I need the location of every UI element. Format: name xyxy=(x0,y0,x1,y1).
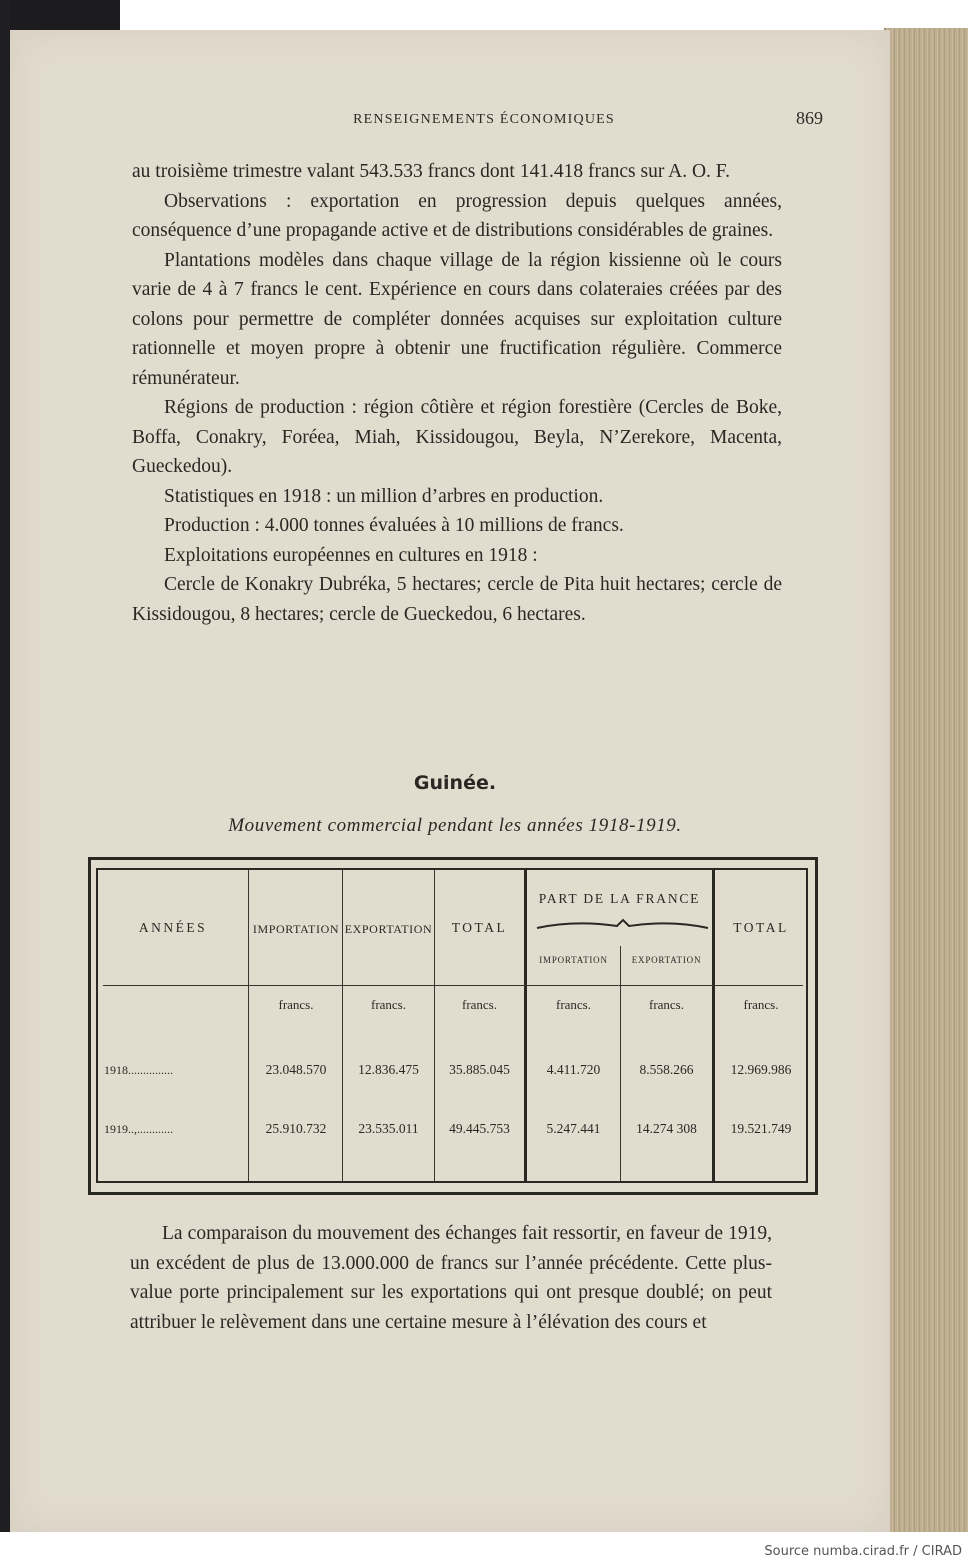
paragraph: Plantations modèles dans chaque village de la région kissienne où le cours varie de 4 à 7 francs le cent. Expérience en cours dans colateraies créées par des colons pour permettre de compléter données acquises sur exploitation culture rationnelle et moyen propre à obtenir une fructification régulière. Commerce rémunérateur. xyxy=(132,249,782,389)
paragraph: Exploitations européennes en cultures en 1918 : xyxy=(164,544,538,566)
brace-icon xyxy=(535,918,710,930)
unit-label: francs. xyxy=(461,997,497,1012)
table-cell: 49.445.753 xyxy=(449,1121,510,1136)
scan-background-left xyxy=(0,0,10,1532)
unit-label: francs. xyxy=(743,997,779,1012)
paragraph: Cercle de Konakry Dubréka, 5 hectares; cercle de Pita huit hectares; cercle de Kissidougou, 8 hectares; cercle de Gueckedou, 6 hectares. xyxy=(132,574,782,625)
page-number: 869 xyxy=(796,108,823,128)
paragraph: Régions de production : région côtière et région forestière (Cercles de Boke, Boffa, Conakry, Foréea, Miah, Kissidougou, Beyla, N’Zerekore, Macenta, Gueckedou). xyxy=(132,397,782,477)
table-cell: 19.521.749 xyxy=(730,1121,792,1136)
section-subheading: Mouvement commercial pendant les années 1918-1919. xyxy=(228,815,682,836)
header-part-de-la-france: PART DE LA FRANCE xyxy=(538,891,701,906)
running-title: RENSEIGNEMENTS ÉCONOMIQUES xyxy=(353,112,615,127)
header-exportation: EXPORTATION xyxy=(344,922,433,936)
table-cell: 12.969.986 xyxy=(730,1062,792,1077)
table-cell: 25.910.732 xyxy=(265,1121,327,1136)
table-cell: 8.558.266 xyxy=(639,1062,694,1077)
table-cell: 14.274 308 xyxy=(636,1121,697,1136)
table-cell: 23.535.011 xyxy=(358,1121,419,1136)
table-row-year: 1919..,............ xyxy=(104,1122,173,1136)
book-page-edges xyxy=(884,28,968,1532)
header-total-france: TOTAL xyxy=(733,920,789,935)
table-cell: 4.411.720 xyxy=(546,1062,601,1077)
source-credit: Source numba.cirad.fr / CIRAD xyxy=(764,1544,962,1559)
table-cell: 12.836.475 xyxy=(358,1062,419,1077)
paragraph: Observations : exportation en progression depuis quelques années, conséquence d’une propagande active et de distributions considérables de graines. xyxy=(132,190,782,241)
body-text-top xyxy=(132,157,782,629)
section-heading: Guinée. xyxy=(413,772,497,794)
table-row-year: 1918............... xyxy=(104,1063,173,1077)
header-part-exportation: EXPORTATION xyxy=(631,955,702,965)
header-part-importation: IMPORTATION xyxy=(539,955,608,965)
paragraph: La comparaison du mouvement des échanges fait ressortir, en faveur de 1919, un excédent de plus de 13.000.000 de francs sur l’année précédente. Cette plus-value porte principalement sur les exportations qui ont presque doublé; on peut attribuer le relèvement dans une certaine mesure à l’élévation des cours et xyxy=(130,1223,772,1333)
header-rule xyxy=(103,985,803,986)
table-cell: 23.048.570 xyxy=(265,1062,327,1077)
body-text-bottom xyxy=(130,1219,772,1337)
unit-label: francs. xyxy=(648,997,684,1012)
column-divider xyxy=(248,870,249,1181)
paragraph: Production : 4.000 tonnes évaluées à 10 millions de francs. xyxy=(164,515,624,536)
unit-label: francs. xyxy=(370,997,406,1012)
unit-label: francs. xyxy=(278,997,314,1012)
table-cell: 35.885.045 xyxy=(449,1062,510,1077)
table-cell: 5.247.441 xyxy=(546,1121,601,1136)
header-annees: ANNÉES xyxy=(138,920,208,935)
unit-label: francs. xyxy=(555,997,591,1012)
paragraph: au troisième trimestre valant 543.533 francs dont 141.418 francs sur A. O. F. xyxy=(132,161,730,182)
header-total: TOTAL xyxy=(451,920,508,935)
paragraph: Statistiques en 1918 : un million d’arbres en production. xyxy=(164,485,604,507)
header-importation: IMPORTATION xyxy=(252,922,340,936)
